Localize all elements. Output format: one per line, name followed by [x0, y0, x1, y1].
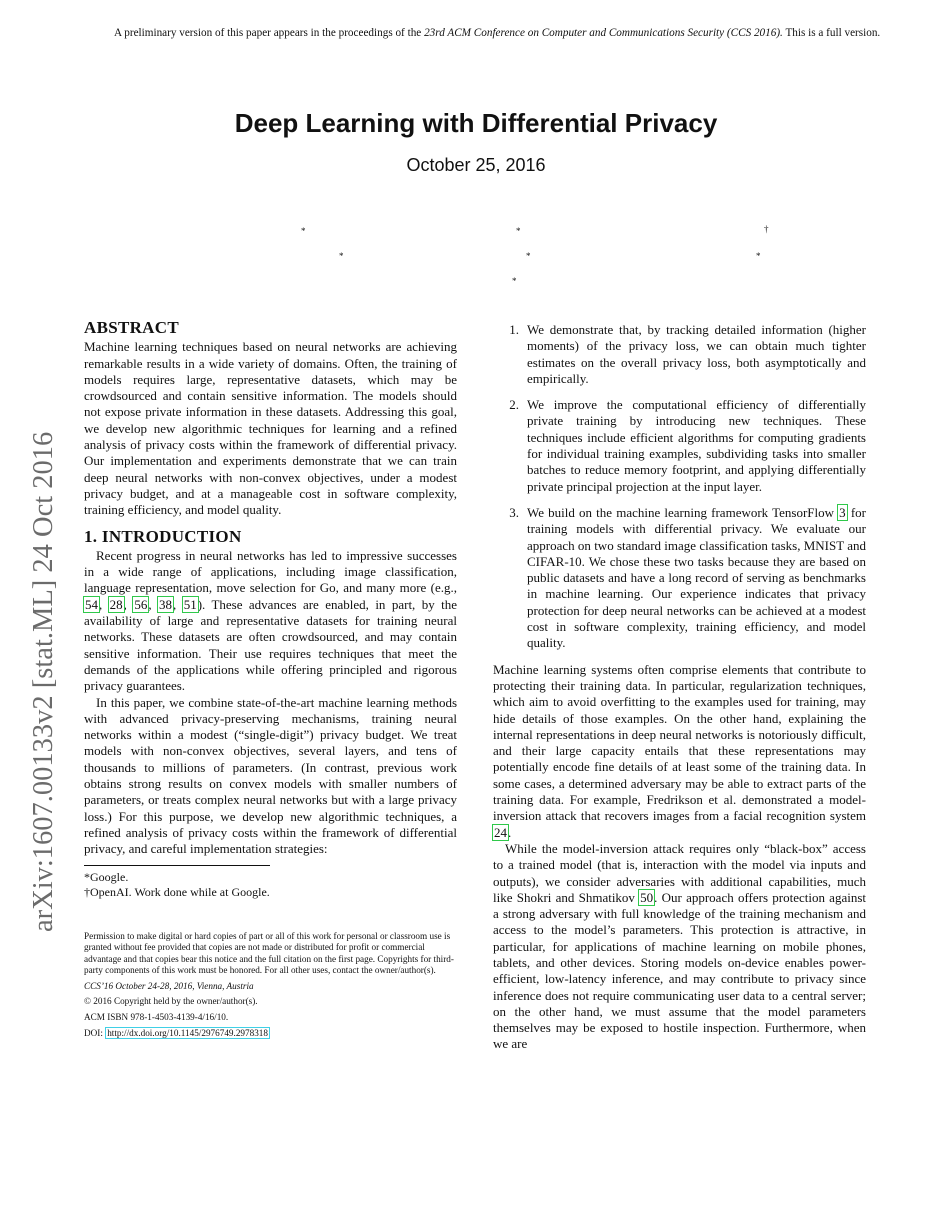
citation-link[interactable]: 50: [640, 889, 654, 905]
body-text: . Our approach offers protection against a strong adversary with full knowledge of the training mechanism and access to the model’s parameters. This protection is attractive, in particular, for applications of machine learning on mobile phones, tablets, and other devices. Storing models on-device enables power-efficient, low-latency inference, and may contribute to privacy since inference does not require communicating user data to a central server; on the other hand, we must assume that the model parameters themselves may be exposed to hostile inspection. Furthermore, when we are: [493, 889, 866, 1052]
list-text: We demonstrate that, by tracking detailed information (higher moments) of the privacy loss, we can obtain much tighter estimates on the overall privacy loss, both asymptotically and empirically.: [527, 322, 866, 386]
contributions-list: [493, 322, 866, 652]
citation-link[interactable]: 28: [109, 596, 123, 612]
arxiv-stamp-text: arXiv:1607.00133v2 [stat.ML] 24 Oct 2016: [28, 431, 59, 932]
conference-venue: CCS’16 October 24-28, 2016, Vienna, Austria: [84, 980, 254, 991]
author-affiliation-mark: *: [512, 276, 517, 286]
isbn-line: ACM ISBN 978-1-4503-4139-4/16/10.: [84, 1012, 229, 1023]
footnote-openai: †OpenAI. Work done while at Google.: [84, 885, 270, 899]
author-affiliation-mark: *: [526, 251, 531, 261]
list-number: 1.: [509, 322, 519, 337]
list-number: 3.: [509, 504, 519, 520]
citation-link[interactable]: 54: [85, 596, 98, 612]
abstract-heading: ABSTRACT: [84, 318, 179, 337]
author-affiliation-mark: *: [516, 226, 521, 236]
intro-text: ). These advances are enabled, in part, by the availability of large and representative datasets for training neural networks. These datasets are often crowdsourced, and may contain sensitive information. Their use requires techniques that meet the demands of the applications while offering principled and rigorous privacy guarantees.: [84, 596, 458, 694]
footnote-rule: [84, 865, 270, 866]
intro-paragraph-1: Recent progress in neural networks has led to impressive successes in a wide range of applications, including image classification, language representation, move selection for Go, and many more (e.g., 54, 28, 56, 38, 51). These advances are enabled, in part, by the availability of large and representative datasets for training neural networks. These datasets are often crowdsourced, and may contain sensitive information. Their use requires techniques that meet the demands of the applications while offering principled and rigorous privacy guarantees.: [84, 547, 458, 694]
list-item: [509, 322, 866, 387]
doi-label: DOI:: [84, 1027, 106, 1038]
body-text: While the model-inversion attack requires only “black-box” access to a trained model (that is, interaction with the model via inputs and outputs), we consider adversaries with additional capabilities, much like Shokri and Shmatikov: [493, 840, 866, 905]
citation-link[interactable]: 38: [159, 596, 173, 612]
citation-link[interactable]: 24: [494, 824, 507, 840]
citation-link[interactable]: 51: [183, 596, 197, 612]
list-item: [509, 397, 866, 495]
notice-suffix: This is a full version.: [782, 27, 881, 39]
list-item: [509, 504, 866, 652]
list-text: We build on the machine learning framework TensorFlow: [527, 504, 839, 520]
body-text: Machine learning systems often comprise elements that contribute to protecting their training data. In particular, regularization techniques, which aim to avoid overfitting to the examples used for training, may hide details of those examples. On the other hand, explaining the internal representations in deep neural networks is notoriously difficult, and their large capacity entails that these representations may potentially encode fine details of at least some of the training data. In some cases, a determined adversary may be able to extract parts of the training data. For example, Fredrikson et al. demonstrated a model-inversion attack that recovers images from a facial recognition system: [493, 661, 866, 824]
intro-paragraph-2: In this paper, we combine state-of-the-art machine learning methods with advanced privacy-preserving mechanisms, training neural networks within a modest (“single-digit”) privacy budget. We treat models with non-convex objectives, several layers, and tens of thousands to millions of parameters. (In contrast, previous work obtains strong results on convex models with smaller numbers of parameters, or treats complex neural networks but with a large privacy loss.) For this purpose, we develop new algorithmic techniques, a refined analysis of privacy costs within the framework of differential privacy, and careful implementation strategies:: [84, 694, 457, 857]
list-text: for training models with differential privacy. We evaluate our approach on two standard image classification tasks, MNIST and CIFAR-10. We chose these two tasks because they are based on public datasets and have a long record of serving as benchmarks in machine learning. Our experience indicates that privacy protection for deep neural networks can be achieved at a modest cost in software complexity, training efficiency, and model quality.: [527, 504, 866, 651]
left-column: [84, 320, 457, 1039]
copyright-line: © 2016 Copyright held by the owner/author(s).: [84, 996, 258, 1007]
arxiv-stamp: [22, 325, 62, 935]
author-affiliation-mark: †: [764, 224, 769, 234]
notice-prefix: A preliminary version of this paper appears in the proceedings of the: [114, 27, 425, 39]
citation-link[interactable]: 3: [839, 504, 846, 520]
doi-link[interactable]: http://dx.doi.org/10.1145/2976749.2978318: [107, 1027, 268, 1038]
permission-block: [84, 931, 457, 1040]
notice-venue: 23rd ACM Conference on Computer and Communications Security (CCS 2016).: [424, 27, 783, 39]
citation-link[interactable]: 56: [134, 596, 148, 612]
body-text: .: [508, 824, 512, 840]
right-paragraph-2: [493, 841, 866, 1053]
doi-line: [84, 1028, 457, 1040]
permission-text: Permission to make digital or hard copies of part or all of this work for personal or classroom use is granted without fee provided that copies are not made or distributed for profit or commercial advantage and that copies bear this notice and the full citation on the first page. Copyrights for third-party components of this work must be honored. For all other uses, contact the owner/author(s).: [84, 930, 454, 976]
paper-date: October 25, 2016: [406, 155, 546, 175]
right-paragraph-1: [493, 662, 866, 841]
introduction-heading: 1. INTRODUCTION: [84, 526, 242, 546]
paper-title: Deep Learning with Differential Privacy: [234, 108, 718, 138]
preliminary-version-notice: [114, 26, 926, 40]
footnote-google: *Google.: [84, 869, 129, 884]
arxiv-stamp-svg: [22, 325, 62, 935]
intro-text: Recent progress in neural networks has led to impressive successes in a wide range of applications, including image classification, language representation, move selection for Go, and many more (e.g.,: [84, 547, 457, 596]
author-affiliation-mark: *: [301, 226, 306, 236]
abstract-text: Machine learning techniques based on neural networks are achieving remarkable results in a wide variety of domains. Often, the training of models requires large, representative datasets, which may be crowdsourced and contain sensitive information. The models should not expose private information in these datasets. Addressing this goal, we develop new algorithmic techniques for learning and a refined analysis of privacy costs within the framework of differential privacy. Our implementation and experiments demonstrate that we can train deep neural networks with non-convex objectives, under a modest privacy budget, and at a manageable cost in software complexity, training efficiency, and model quality.: [84, 339, 457, 518]
list-number: 2.: [509, 397, 519, 413]
author-affiliation-mark: *: [756, 251, 761, 261]
list-text: We improve the computational efficiency of differentially private training by introducing new techniques. These techniques include efficient algorithms for computing gradients for individual training examples, subdividing tasks into smaller batches to reduce memory footprint, and applying differentially private principal projection at the input layer.: [527, 397, 866, 494]
author-affiliation-mark: *: [339, 251, 344, 261]
right-column: [493, 322, 866, 1053]
